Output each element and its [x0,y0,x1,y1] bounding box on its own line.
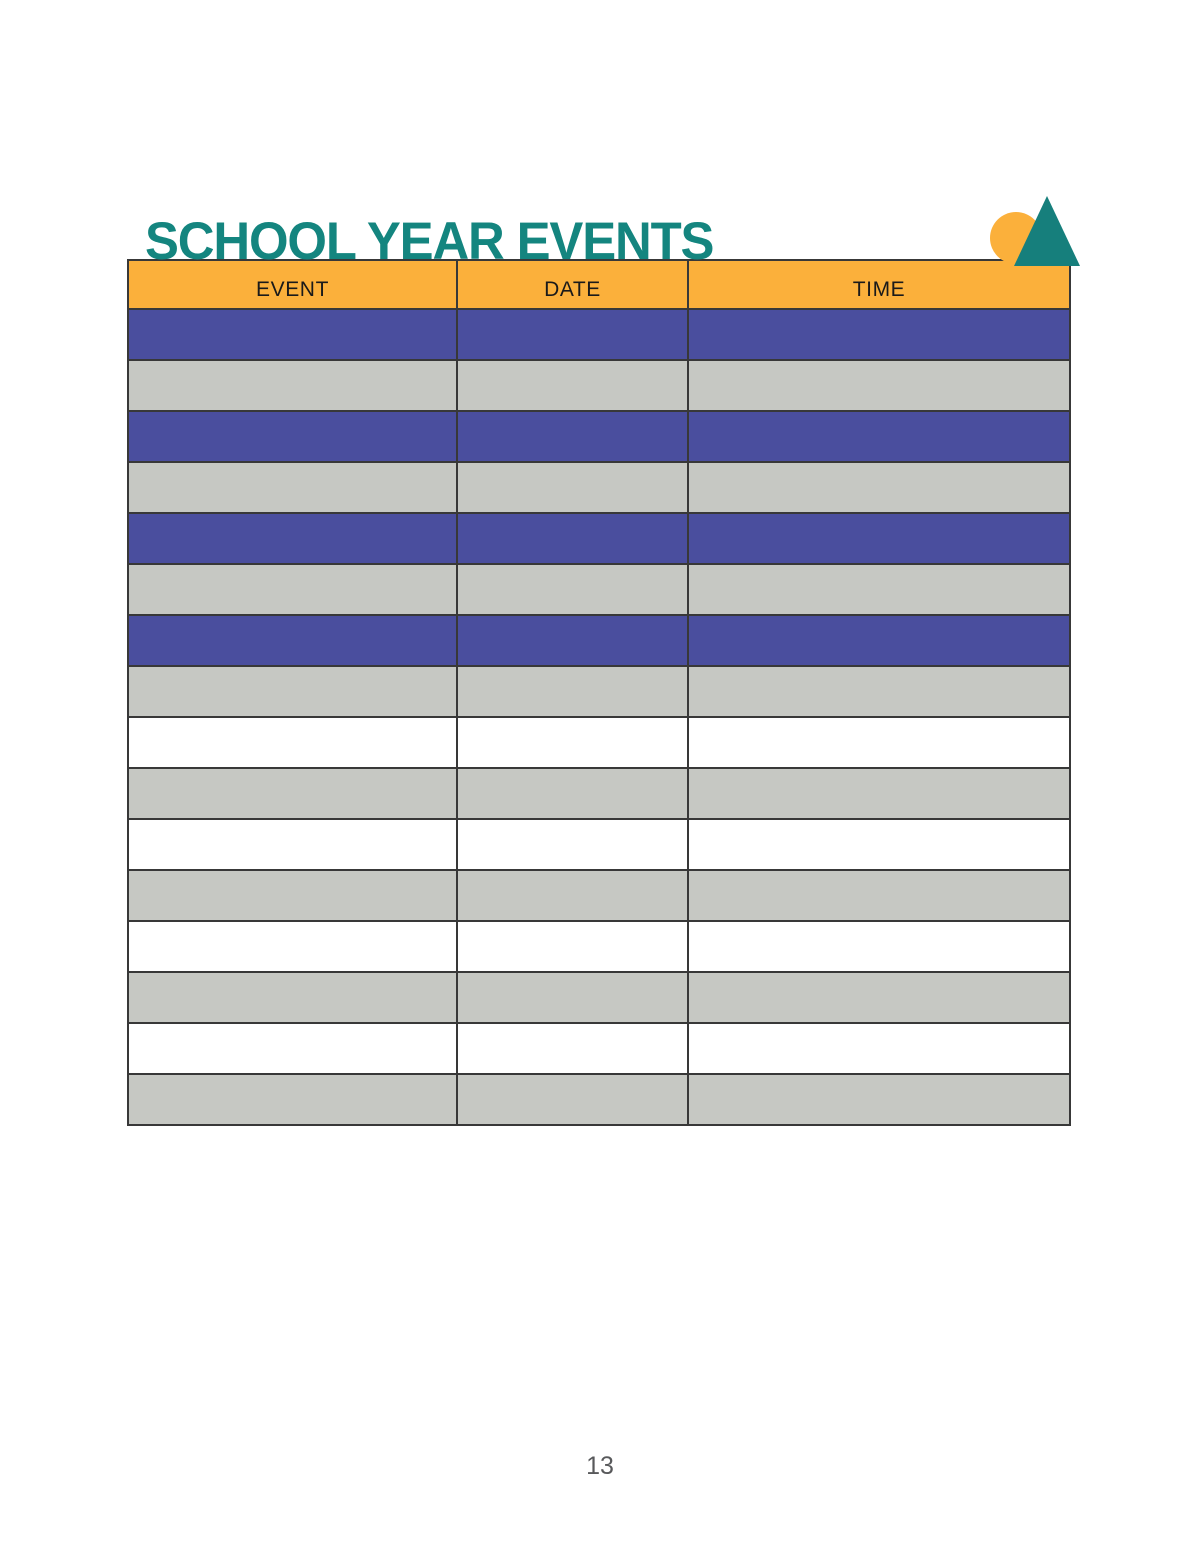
header-decoration [990,196,1082,266]
cell-event[interactable] [128,717,457,768]
table-row [128,462,1070,513]
circle-icon [990,212,1042,264]
table-row [128,1074,1070,1125]
cell-event[interactable] [128,666,457,717]
cell-time[interactable] [688,411,1070,462]
cell-time[interactable] [688,717,1070,768]
cell-event[interactable] [128,1023,457,1074]
cell-event[interactable] [128,870,457,921]
cell-event[interactable] [128,360,457,411]
table-row [128,921,1070,972]
table-row [128,411,1070,462]
cell-date[interactable] [457,717,688,768]
cell-date[interactable] [457,1023,688,1074]
cell-time[interactable] [688,666,1070,717]
cell-date[interactable] [457,921,688,972]
table-row [128,564,1070,615]
table-row [128,768,1070,819]
cell-time[interactable] [688,360,1070,411]
cell-time[interactable] [688,1023,1070,1074]
cell-date[interactable] [457,819,688,870]
cell-date[interactable] [457,870,688,921]
cell-date[interactable] [457,462,688,513]
cell-date[interactable] [457,972,688,1023]
table-row [128,666,1070,717]
cell-event[interactable] [128,411,457,462]
cell-time[interactable] [688,513,1070,564]
table-row [128,360,1070,411]
triangle-icon [1014,196,1080,266]
cell-event[interactable] [128,462,457,513]
school-year-events-table [127,259,1071,1126]
cell-event[interactable] [128,819,457,870]
cell-date[interactable] [457,768,688,819]
cell-time[interactable] [688,462,1070,513]
table-row [128,870,1070,921]
cell-time[interactable] [688,870,1070,921]
column-header-date: DATE [457,260,688,309]
cell-date[interactable] [457,411,688,462]
cell-time[interactable] [688,972,1070,1023]
table-row [128,615,1070,666]
cell-time[interactable] [688,819,1070,870]
cell-date[interactable] [457,1074,688,1125]
cell-date[interactable] [457,666,688,717]
cell-time[interactable] [688,1074,1070,1125]
cell-event[interactable] [128,768,457,819]
page-number: 13 [586,1452,614,1480]
cell-time[interactable] [688,309,1070,360]
table-row [128,819,1070,870]
cell-event[interactable] [128,513,457,564]
cell-date[interactable] [457,513,688,564]
cell-event[interactable] [128,972,457,1023]
table-row [128,1023,1070,1074]
cell-date[interactable] [457,615,688,666]
table-row [128,972,1070,1023]
cell-time[interactable] [688,921,1070,972]
table-body [128,309,1070,1125]
cell-event[interactable] [128,309,457,360]
cell-time[interactable] [688,564,1070,615]
cell-date[interactable] [457,309,688,360]
cell-time[interactable] [688,768,1070,819]
cell-event[interactable] [128,1074,457,1125]
cell-time[interactable] [688,615,1070,666]
column-header-time: TIME [688,260,1070,309]
cell-event[interactable] [128,564,457,615]
cell-event[interactable] [128,615,457,666]
table-row [128,309,1070,360]
cell-event[interactable] [128,921,457,972]
table-row [128,717,1070,768]
column-header-event: EVENT [128,260,457,309]
page-title: SCHOOL YEAR EVENTS [145,212,714,271]
cell-date[interactable] [457,564,688,615]
cell-date[interactable] [457,360,688,411]
table-row [128,513,1070,564]
